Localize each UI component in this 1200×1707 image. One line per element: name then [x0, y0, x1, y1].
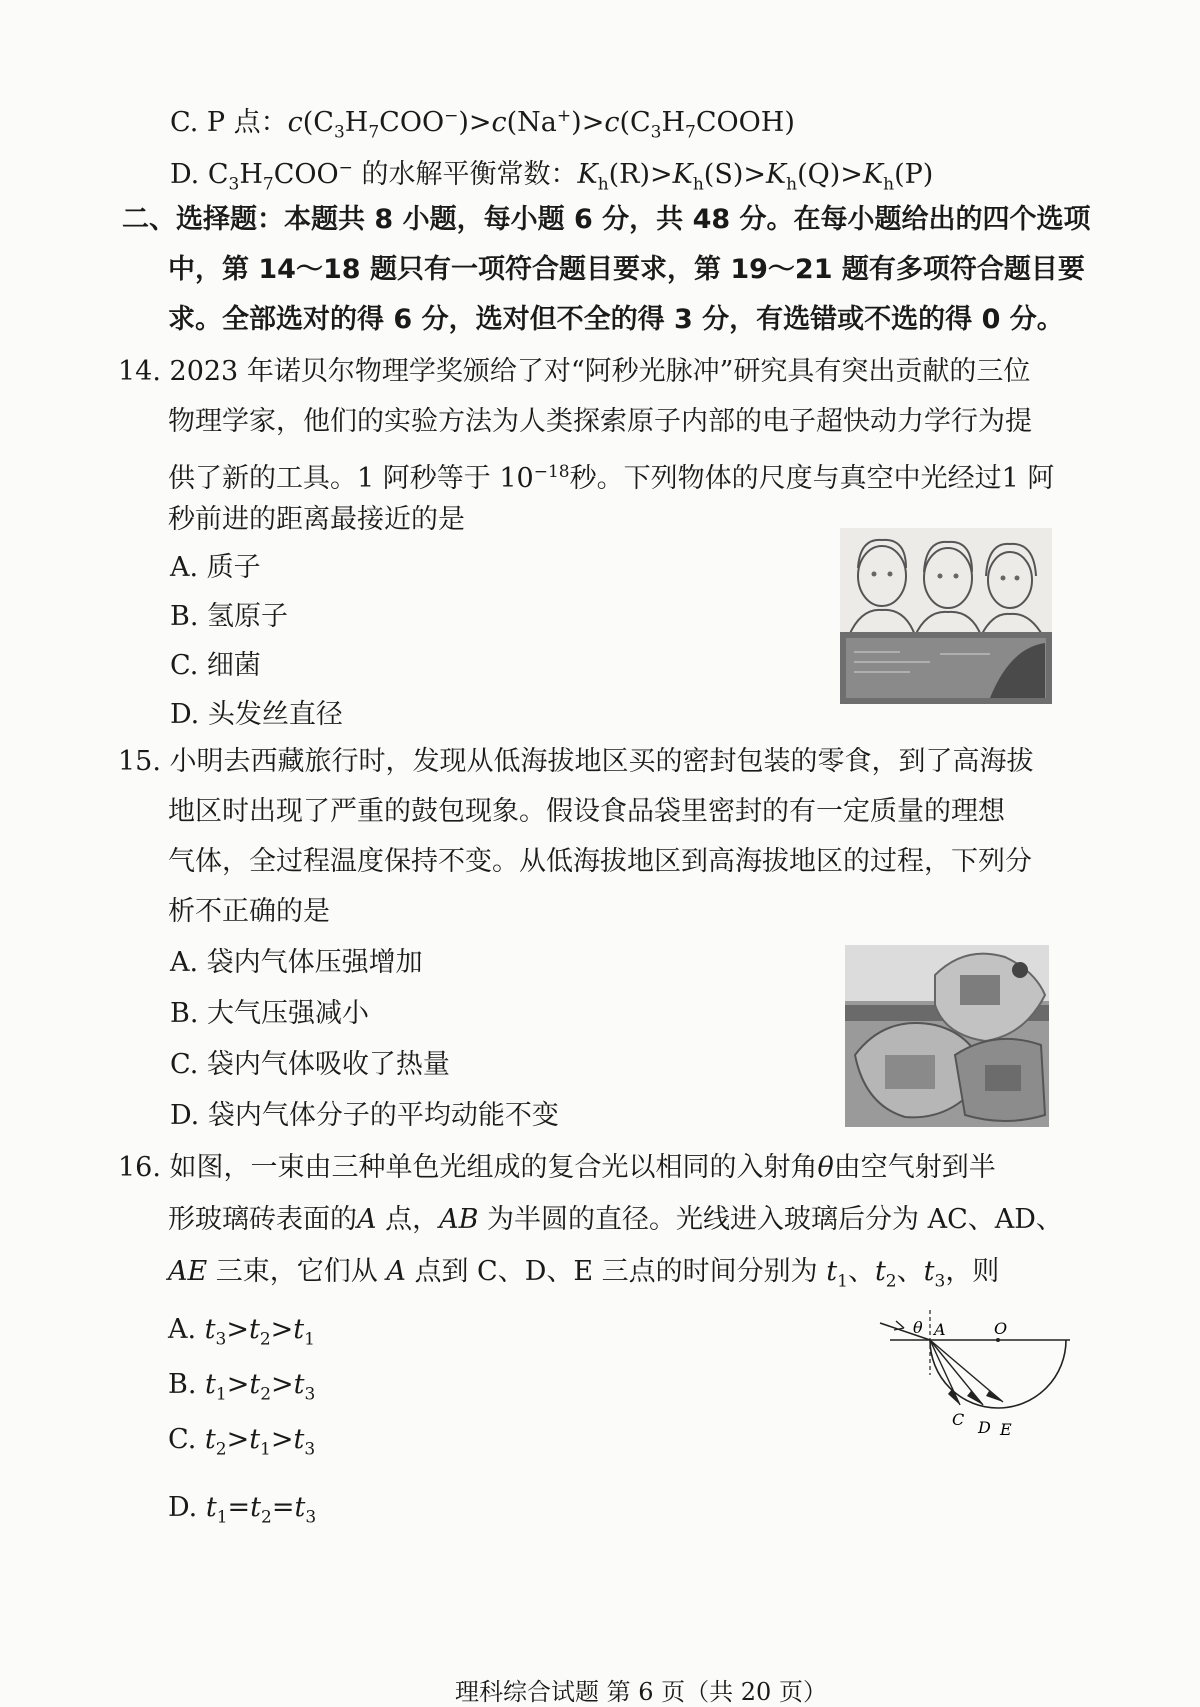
- q16-option-b: B. $t_1>t_2>t_3$: [168, 1369, 316, 1405]
- q15-option-d: D. 袋内气体分子的平均动能不变: [170, 1100, 559, 1131]
- q16-option-d: D. $t_1=t_2=t_3$: [168, 1492, 317, 1528]
- q14-stem-line2: 物理学家，他们的实验方法为人类探索原子内部的电子超快动力学行为提: [168, 406, 1032, 437]
- point-a-label: A: [934, 1320, 946, 1339]
- q14-option-a: A. 质子: [170, 552, 261, 583]
- q15-stem-line2: 地区时出现了严重的鼓包现象。假设食品袋里密封的有一定质量的理想: [168, 796, 1005, 827]
- q15-option-a: A. 袋内气体压强增加: [170, 947, 423, 978]
- q13-option-d: D. $C_3H_7COO^-$ 的水解平衡常数：$K_h(R)>K_h(S)>K_h(Q)>K_h(P)$: [170, 158, 934, 195]
- arrow-d: [967, 1391, 983, 1405]
- center-point-o: [996, 1338, 1000, 1342]
- q14-stem-line1: 14. 2023 年诺贝尔物理学奖颁给了对“阿秒光脉冲”研究具有突出贡献的三位: [118, 356, 1031, 387]
- q16-stem-line2: 形玻璃砖表面的A 点，AB 为半圆的直径。光线进入玻璃后分为 AC、AD、: [168, 1204, 1063, 1235]
- page-footer: 理科综合试题 第 6 页（共 20 页）: [455, 1678, 827, 1706]
- q15-stem-line1: 15. 小明去西藏旅行时，发现从低海拔地区买的密封包装的零食，到了高海拔: [118, 746, 1034, 777]
- q14-option-c: C. 细菌: [170, 650, 261, 681]
- section2-line2: 中，第 14～18 题只有一项符合题目要求，第 19～21 题有多项符合题目要: [168, 254, 1085, 285]
- q14-option-d: D. 头发丝直径: [170, 699, 343, 730]
- nobel-laureates-photo: [840, 528, 1052, 704]
- q16-option-a: A. $t_3>t_2>t_1$: [168, 1314, 315, 1350]
- section2-line1: 二、选择题：本题共 8 小题，每小题 6 分，共 48 分。在每小题给出的四个选项: [122, 204, 1091, 235]
- q15-stem-line3: 气体，全过程温度保持不变。从低海拔地区到高海拔地区的过程，下列分: [168, 846, 1032, 877]
- q14-stem-line3: 供了新的工具。1 阿秒等于 $10^{-18}$秒。下列物体的尺度与真空中光经过1 阿: [168, 462, 1055, 494]
- q13-option-c: C. P 点：$c(C_3H_7COO^-)>c(Na^+)>c(C_3H_7COOH)$: [170, 106, 795, 143]
- ray-ae: [930, 1340, 1003, 1402]
- q14-option-b: B. 氢原子: [170, 601, 289, 632]
- ray-ac: [930, 1340, 960, 1405]
- q15-option-b: B. 大气压强减小: [170, 998, 370, 1029]
- q14-stem-line4: 秒前进的距离最接近的是: [168, 504, 465, 535]
- q15-option-c: C. 袋内气体吸收了热量: [170, 1049, 450, 1080]
- q16-option-c: C. $t_2>t_1>t_3$: [168, 1424, 316, 1460]
- q16-stem-line3: AE 三束，它们从 A 点到 C、D、E 三点的时间分别为 $t_1$、$t_2$、$t_3$，则: [168, 1256, 1000, 1292]
- point-e-label: E: [1000, 1420, 1012, 1439]
- point-c-label: C: [952, 1410, 965, 1429]
- q15-stem-line4: 析不正确的是: [168, 896, 330, 927]
- point-d-label: D: [978, 1418, 991, 1437]
- arrow-e: [986, 1391, 1003, 1402]
- q16-stem-line1: 16. 如图，一束由三种单色光组成的复合光以相同的入射角θ由空气射到半: [118, 1152, 996, 1183]
- section2-line3: 求。全部选对的得 6 分，选对但不全的得 3 分，有选错或不选的得 0 分。: [168, 304, 1064, 335]
- puffed-snack-bags-photo: [845, 945, 1049, 1127]
- theta-label: θ: [913, 1318, 923, 1337]
- point-o-label: O: [994, 1319, 1008, 1338]
- semicircle-glass-diagram: [870, 1305, 1080, 1450]
